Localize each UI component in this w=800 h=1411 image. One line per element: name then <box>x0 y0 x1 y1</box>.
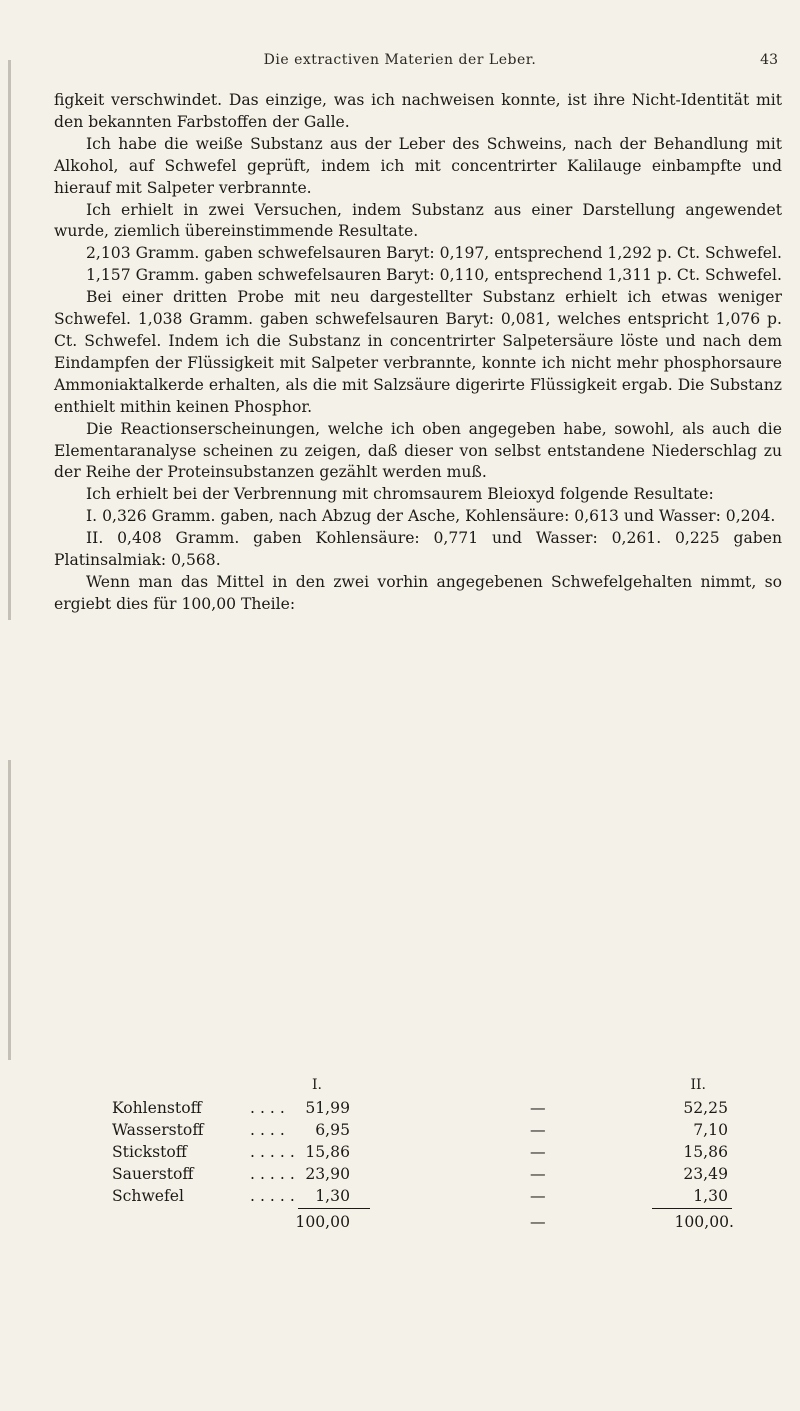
row-label: Wasserstoff <box>112 1121 204 1139</box>
value-1: 23,90 <box>305 1165 350 1183</box>
page-edge-shadow <box>8 60 11 620</box>
total-row <box>112 1213 752 1235</box>
sum-rule-1 <box>298 1208 370 1209</box>
running-header <box>0 52 800 80</box>
row-label: Sauerstoff <box>112 1165 194 1183</box>
dash: — <box>530 1121 546 1139</box>
value-2: 23,49 <box>683 1165 728 1183</box>
value-1: 6,95 <box>315 1121 350 1139</box>
table-row <box>112 1187 752 1209</box>
paragraph: figkeit verschwindet. Das einzige, was ich nachweisen konnte, ist ihre Nicht-Identität mit den bekannten Farbstoffen der Galle. <box>54 91 782 131</box>
composition-table <box>112 1077 752 1235</box>
dash: — <box>530 1213 546 1231</box>
sum-rule-2 <box>652 1208 732 1209</box>
page-number: 43 <box>760 52 778 68</box>
value-2: 1,30 <box>693 1187 728 1205</box>
row-label: Schwefel <box>112 1187 185 1205</box>
body-text <box>54 90 782 616</box>
dash: — <box>530 1099 546 1117</box>
paragraph: Wenn man das Mittel in den zwei vorhin angegebenen Schwefelgehalten nimmt, so ergiebt dies für 100,00 Theile: <box>54 572 782 613</box>
column-header-1: I. <box>312 1077 322 1093</box>
leader-dots: ..... <box>250 1165 300 1183</box>
dash: — <box>530 1187 546 1205</box>
leader-dots: .... <box>250 1099 290 1117</box>
paragraph: 2,103 Gramm. gaben schwefelsauren Baryt: 0,197, entsprechend 1,292 p. Ct. Schwefel. <box>86 244 782 263</box>
running-title: Die extractiven Materien der Leber. <box>263 52 537 68</box>
paragraph: Ich erhielt in zwei Versuchen, indem Substanz aus einer Darstellung angewendet wurde, ziemlich übereinstimmende Resultate. <box>54 200 782 241</box>
paragraph: Ich erhielt bei der Verbrennung mit chromsaurem Bleioxyd folgende Resultate: <box>86 485 714 504</box>
value-1: 1,30 <box>315 1187 350 1205</box>
leader-dots: ..... <box>250 1143 300 1161</box>
leader-dots: ..... <box>250 1187 300 1205</box>
column-header-2: II. <box>690 1077 706 1093</box>
value-1: 51,99 <box>305 1099 350 1117</box>
paragraph: I. 0,326 Gramm. gaben, nach Abzug der Asche, Kohlensäure: 0,613 und Wasser: 0,204. <box>86 507 776 526</box>
value-2: 15,86 <box>683 1143 728 1161</box>
total-2: 100,00. <box>674 1213 734 1231</box>
value-1: 15,86 <box>305 1143 350 1161</box>
page-edge-shadow <box>8 760 11 1060</box>
row-label: Kohlenstoff <box>112 1099 202 1117</box>
value-2: 7,10 <box>693 1121 728 1139</box>
table-row <box>112 1099 752 1121</box>
table-row <box>112 1143 752 1165</box>
paragraph: 1,157 Gramm. gaben schwefelsauren Baryt: 0,110, entsprechend 1,311 p. Ct. Schwefel. <box>86 266 782 285</box>
paragraph: Bei einer dritten Probe mit neu dargestellter Substanz erhielt ich etwas weniger Schwefel. 1,038 Gramm. gaben schwefelsauren Baryt: 0,081, welches entspricht 1,076 p. Ct. Schwefel. Indem ich die Substanz in concentrirter Salpetersäure löste und nach dem Eindampfen der Flüssigkeit mit Salpeter verbrannte, konnte ich nicht mehr phosphorsaure Ammoniaktalkerde erhalten, als die mit Salzsäure digerirte Flüssigkeit ergab. Die Substanz enthielt mithin keinen Phosphor. <box>54 288 782 416</box>
paragraph: II. 0,408 Gramm. gaben Kohlensäure: 0,771 und Wasser: 0,261. 0,225 gaben Platinsalmiak: 0,568. <box>54 529 782 570</box>
dash: — <box>530 1165 546 1183</box>
table-row <box>112 1165 752 1187</box>
paragraph: Ich habe die weiße Substanz aus der Leber des Schweins, nach der Behandlung mit Alkohol, auf Schwefel geprüft, indem ich mit concentrirter Kalilauge einbampfte und hierauf mit Salpeter verbrannte. <box>54 134 782 197</box>
leader-dots: .... <box>250 1121 290 1139</box>
table-header-row <box>112 1077 752 1099</box>
paragraph: Die Reactionserscheinungen, welche ich oben angegeben habe, sowohl, als auch die Elementaranalyse scheinen zu zeigen, daß dieser von selbst entstandene Niederschlag zu der Reihe der Proteinsubstanzen gezählt werden muß. <box>54 419 782 482</box>
value-2: 52,25 <box>683 1099 728 1117</box>
total-1: 100,00 <box>295 1213 350 1231</box>
dash: — <box>530 1143 546 1161</box>
table-row <box>112 1121 752 1143</box>
row-label: Stickstoff <box>112 1143 187 1161</box>
